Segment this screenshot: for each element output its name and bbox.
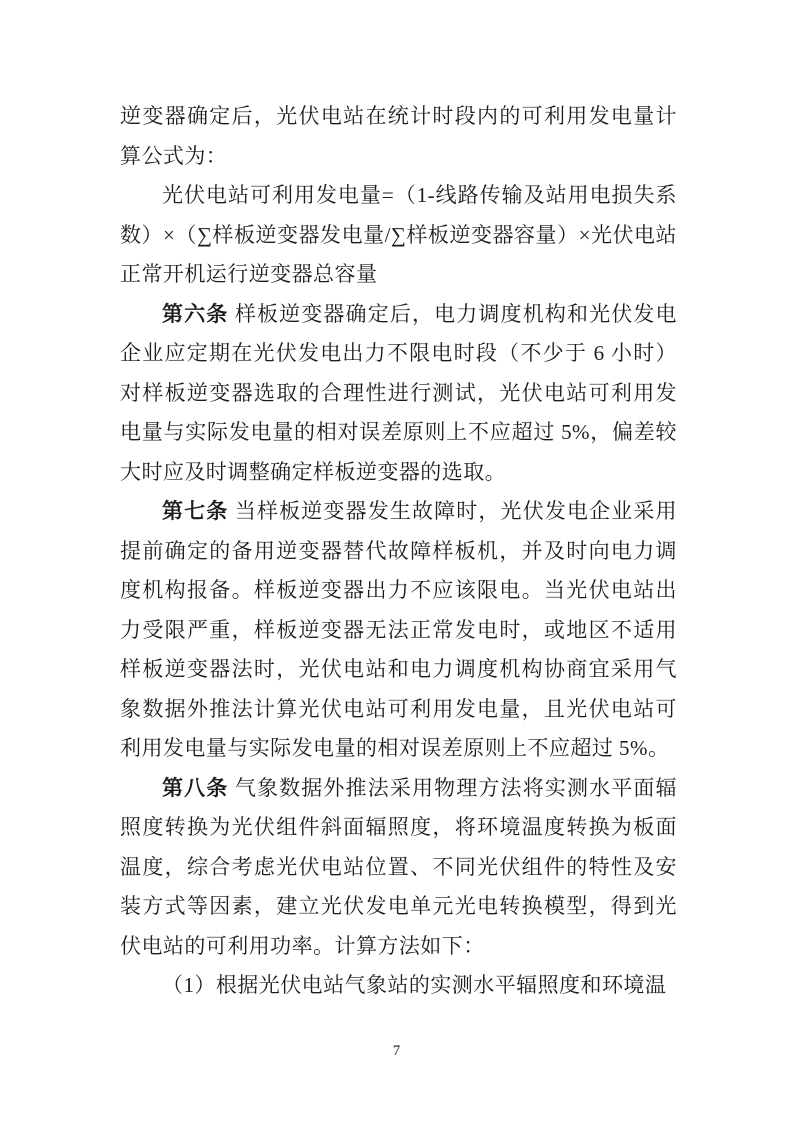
article-number-label: 第八条 <box>162 775 229 800</box>
paragraph-text: 气象数据外推法采用物理方法将实测水平面辐照度转换为光伏组件斜面辐照度，将环境温度转换为板面温度，综合考虑光伏电站位置、不同光伏组件的特性及安装方式等因素，建立光伏发电单元光电转换模型，得到光伏电站的可利用功率。计算方法如下： <box>120 775 678 958</box>
paragraph-text: 逆变器确定后，光伏电站在统计时段内的可利用发电量计算公式为： <box>120 104 677 168</box>
paragraph-text: 当样板逆变器发生故障时，光伏发电企业采用提前确定的备用逆变器替代故障样板机，并及时向电力调度机构报备。样板逆变器出力不应该限电。当光伏电站出力受限严重，样板逆变器无法正常发电时，或地区不适用样板逆变器法时，光伏电站和电力调度机构协商宜采用气象数据外推法计算光伏电站可利用发电量，且光伏电站可利用发电量与实际发电量的相对误差原则上不应超过 5%。 <box>120 499 678 760</box>
document-body <box>120 97 677 1006</box>
paragraph-text: （1）根据光伏电站气象站的实测水平辐照度和环境温 <box>162 973 667 997</box>
page-number: 7 <box>392 1043 401 1059</box>
article-paragraph <box>120 492 677 769</box>
body-paragraph <box>120 97 677 176</box>
article-number-label: 第七条 <box>162 499 229 523</box>
paragraph-text: 光伏电站可利用发电量=（1-线路传输及站用电损失系数）×（∑样板逆变器发电量/∑样板逆变器容量）×光伏电站正常开机运行逆变器总容量 <box>120 183 677 286</box>
article-paragraph <box>120 295 677 493</box>
body-paragraph <box>120 966 677 1006</box>
article-number-label: 第六条 <box>162 301 229 326</box>
paragraph-text: 样板逆变器确定后，电力调度机构和光伏发电企业应定期在光伏发电出力不限电时段（不少于 6 小时）对样板逆变器选取的合理性进行测试，光伏电站可利用发电量与实际发电量的相对误差原则上不应超过 5%，偏差较大时应及时调整确定样板逆变器的选取。 <box>120 301 678 484</box>
body-paragraph <box>120 176 677 295</box>
article-paragraph <box>120 769 677 967</box>
